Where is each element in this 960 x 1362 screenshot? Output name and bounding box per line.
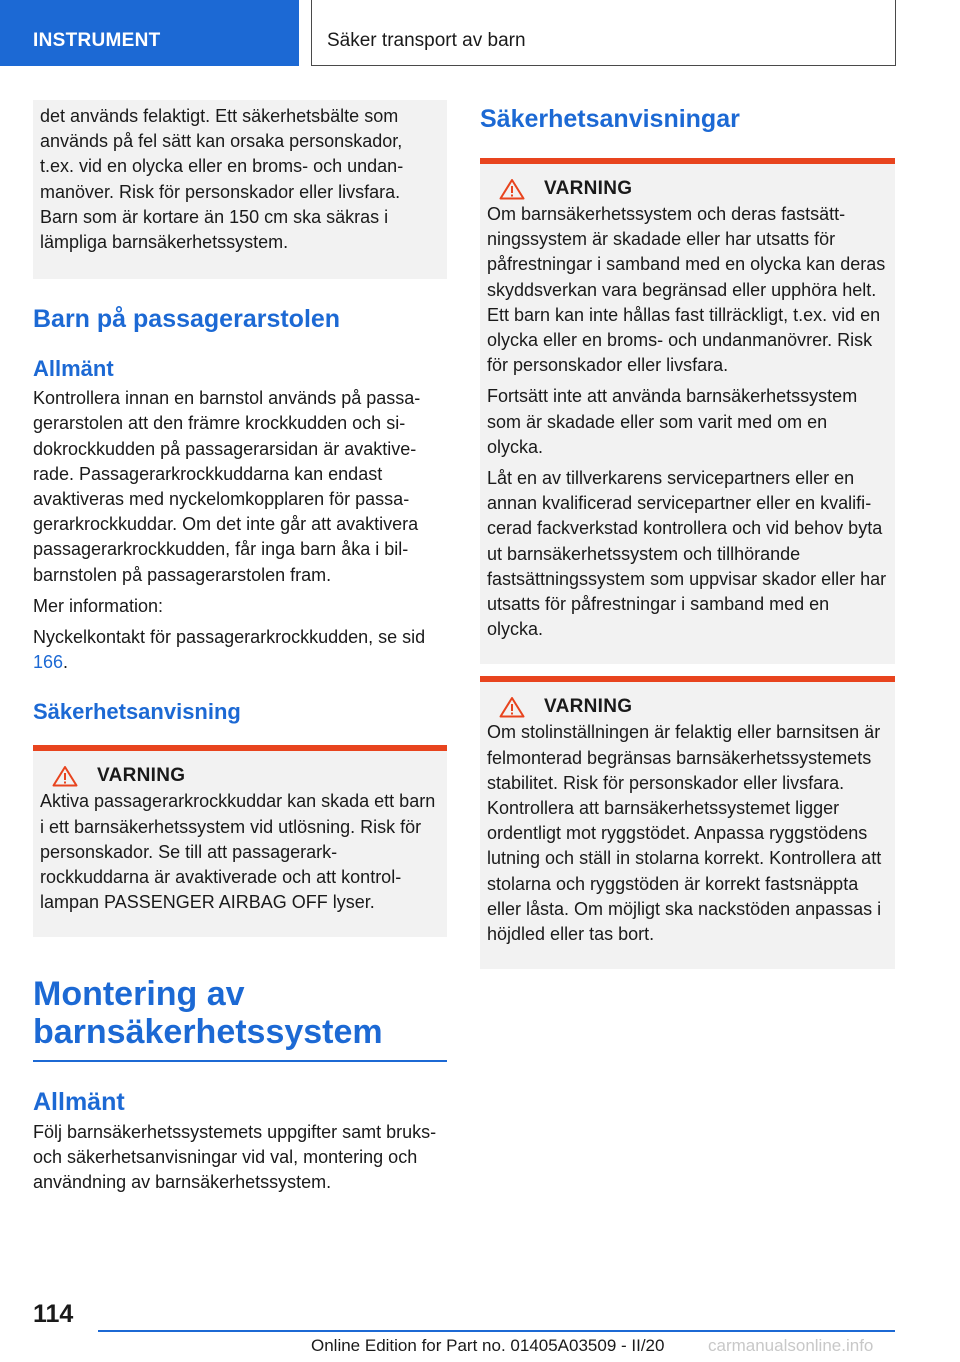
warning-text: Aktiva passagerarkrockkuddar kan skada ett barn i ett barnsäkerhetssystem vid utlösning. Risk för personskador. Se till att passagerarkrockkuddarna är avaktiverade och att kontrollampan PASSENGER AIRBAG OFF lyser. (40, 791, 436, 913)
more-info-text: Mer information: (33, 595, 164, 616)
page-reference-link[interactable]: 166 (33, 652, 64, 673)
general-text: Kontrollera innan en barnstol används på passagerarstolen att den främre krockkudden och sidokrockkudden på passagerarsidan är avaktiverade. Passagerarkrockkuddarna kan endast avaktiveras med nyckelomkopplaren för passagerarkrockkuddar. Om det inte går att avaktivera passagerarkrockkudden, får inga barn åka i bilbarnstolen på passagerarstolen fram. (33, 388, 421, 585)
watermark: carmanualsonline.info (708, 1336, 874, 1355)
warning1-text-1: Om barnsäkerhetssystem och deras fastsättningssystem är skadade eller har utsatts för påfrestningar i samband med en olycka kan deras skyddsverkan vara begränsad eller upphöra helt. Ett barn kan inte hållas fast tillräckligt, t.ex. vid en olycka eller en broms- och undanmanövrer. Risk för personskador eller livsfara. (487, 204, 886, 376)
warning-triangle-icon (499, 696, 525, 718)
heading-safety: Säkerhetsanvisning (33, 699, 241, 725)
warning-title-2: VARNING (544, 696, 633, 718)
warning-header-1 (487, 178, 887, 200)
warning-box-1 (480, 158, 895, 664)
continuation-text: det används felaktigt. Ett säkerhetsbälte som används på fel sätt kan orsaka personskador, t.ex. vid en olycka eller en broms- och undanmanöver. Risk för personskador eller livsfara. Barn som är kortare än 150 cm ska säkras i lämpliga barnsäkerhetssystem. (40, 106, 404, 253)
section-divider (33, 1060, 447, 1062)
header-title-box (311, 0, 896, 66)
heading-general-2: Allmänt (33, 1087, 125, 1116)
warning1-text-2: Fortsätt inte att använda barnsäkerhetssystem som är skadade eller som varit med om en olycka. (487, 386, 858, 457)
warning-title: VARNING (97, 765, 186, 787)
warning-header-2 (487, 696, 887, 718)
general2-text: Följ barnsäkerhetssystemets uppgifter samt bruks- och säkerhetsanvisningar vid val, montering och användning av barnsäkerhetssystem. (33, 1121, 437, 1193)
heading-mounting-line2: barnsäkerhetssystem (33, 1013, 383, 1052)
warning-box (33, 745, 447, 937)
warning2-text: Om stolinställningen är felaktig eller barnsitsen är felmonterad begränsas barnsäkerhetssystemets stabilitet. Risk för personskador eller livsfara. Kontrollera att barnsäkerhetssystemet ligger ordentligt mot ryggstödet. Anpassa ryggstödens lutning och ställ in stolarna korrekt. Kontrollera att stolarna och ryggstöden är korrekt fastsnäppta eller låsta. Om möjligt ska nackstöden anpassas i höjdled eller tas bort. (487, 722, 882, 945)
warning1-text-3: Låt en av tillverkarens servicepartners eller en annan kvalificerad servicepartner eller en kvalificerad fackverkstad kontrollera och vid behov byta ut barnsäkerhetssystem och tillhörande fastsättningssystem som uppvisar skador eller har utsatts för påfrestningar i samband med en olycka. (487, 468, 887, 640)
warning-box-2 (480, 676, 895, 969)
header-section-label: INSTRUMENT (33, 30, 161, 51)
header-title: Säker transport av barn (327, 30, 526, 51)
reference-end: . (63, 652, 69, 673)
heading-mounting (33, 975, 447, 1051)
warning-triangle-icon (499, 178, 525, 200)
reference-text: Nyckelkontakt för passagerarkrockkudden, se sid (33, 627, 426, 648)
page-number: 114 (33, 1300, 74, 1328)
continuation-box (33, 100, 447, 279)
heading-passenger: Barn på passagerarstolen (33, 305, 341, 334)
reference-paragraph (33, 625, 447, 675)
heading-general: Allmänt (33, 356, 114, 382)
right-column (480, 100, 895, 969)
footer-divider (98, 1330, 895, 1332)
left-column (33, 100, 447, 1196)
warning-title-1: VARNING (544, 178, 633, 199)
footer-edition: Online Edition for Part no. 01405A03509 - II/20 (311, 1336, 665, 1355)
heading-safety-instructions: Säkerhetsanvisningar (480, 105, 740, 133)
warning-header (40, 765, 439, 787)
warning-triangle-icon (52, 765, 78, 787)
header-section-tab (0, 0, 299, 66)
heading-mounting-line1: Montering av (33, 975, 245, 1014)
